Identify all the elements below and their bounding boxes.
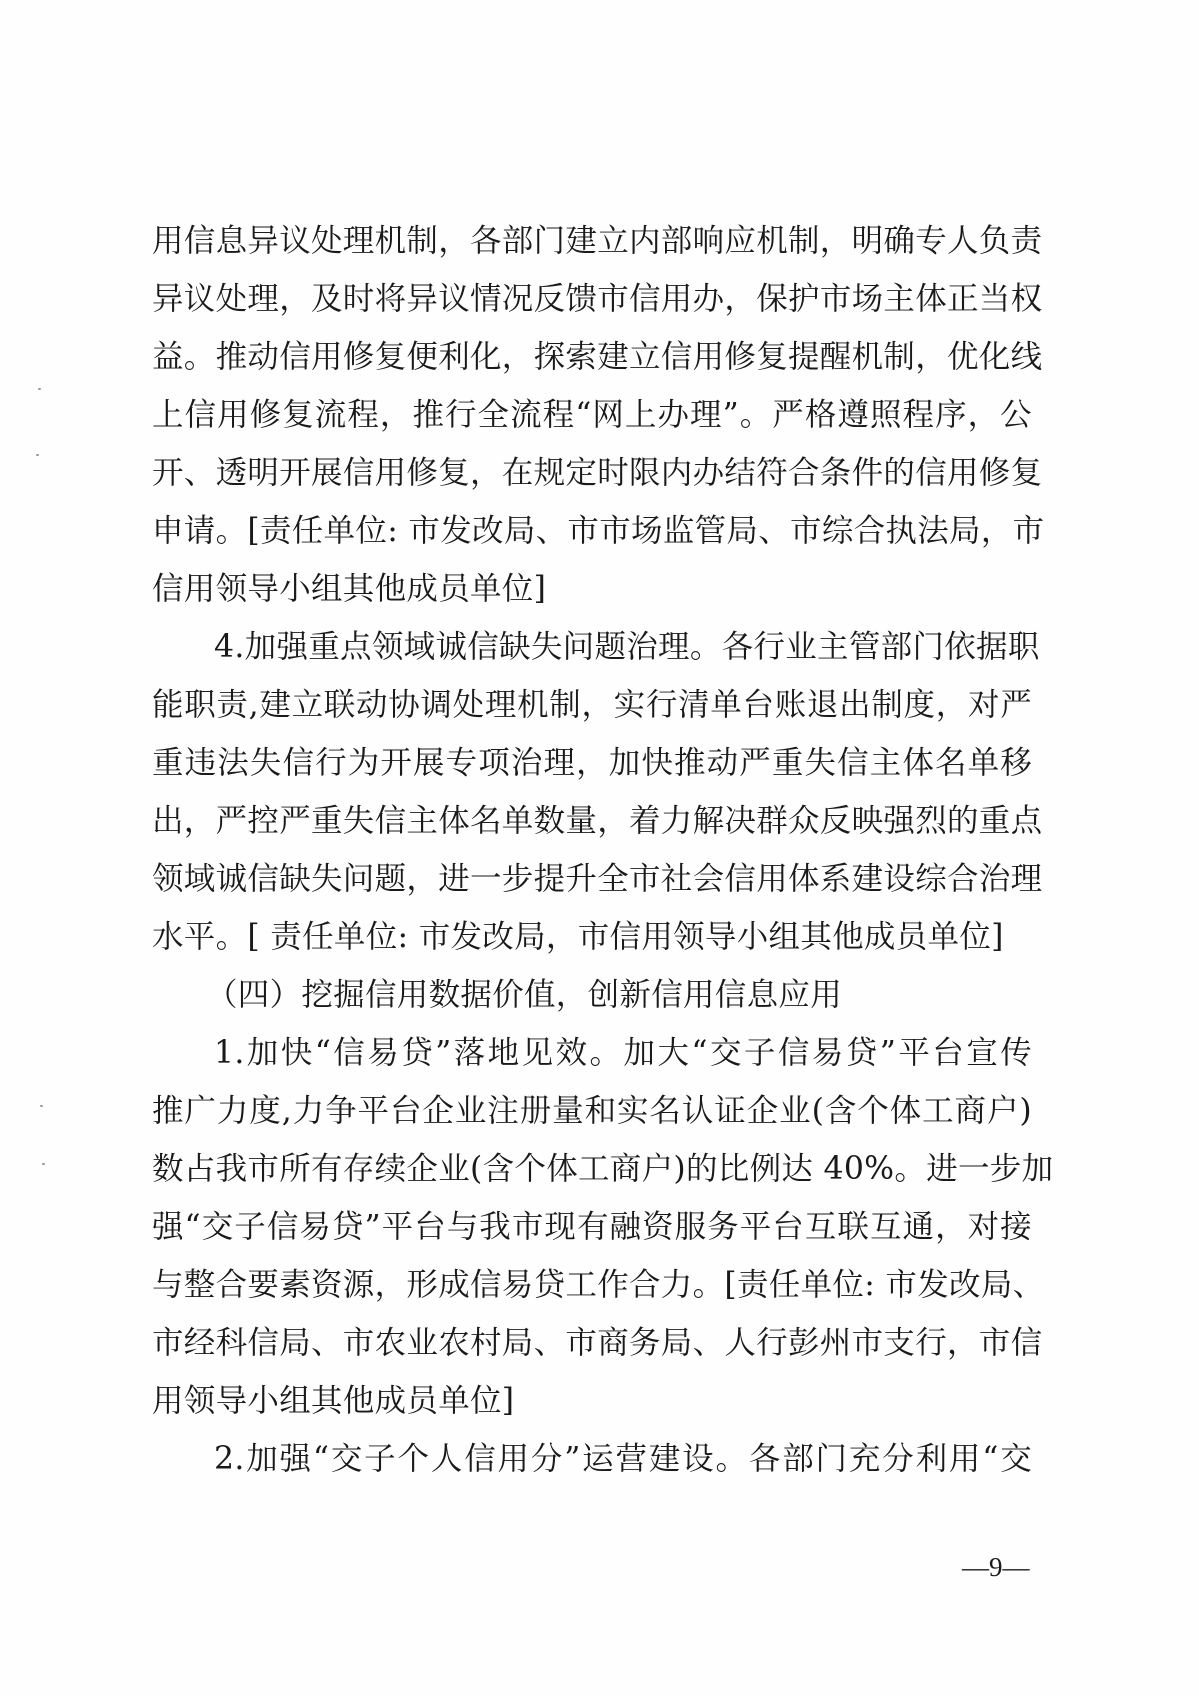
- text-line: 上信用修复流程，推行全流程“网上办理”。严格遵照程序，公: [152, 397, 1032, 433]
- scan-speck: [36, 454, 39, 456]
- text-line: 用信息异议处理机制，各部门建立内部响应机制，明确专人负责: [152, 223, 1043, 259]
- scan-speck: [40, 1105, 43, 1107]
- paragraph-start-line: 2.加强“交子个人信用分”运营建设。各部门充分利用“交: [214, 1441, 1032, 1477]
- text-line: 数占我市所有存续企业(含个体工商户)的比例达 40%。进一步加: [152, 1151, 1054, 1187]
- text-line: 出，严控严重失信主体名单数量，着力解决群众反映强烈的重点: [152, 803, 1043, 839]
- text-line: 强“交子信易贷”平台与我市现有融资服务平台互联互通，对接: [152, 1209, 1032, 1245]
- text-line: 申请。[责任单位: 市发改局、市市场监管局、市综合执法局，市: [152, 513, 1045, 549]
- text-line: 重违法失信行为开展专项治理，加快推动严重失信主体名单移: [152, 745, 1032, 781]
- section-heading: （四）挖掘信用数据价值，创新信用信息应用: [206, 977, 843, 1013]
- text-line: 能职责,建立联动协调处理机制，实行清单台账退出制度，对严: [152, 687, 1032, 723]
- body-text: [152, 212, 1054, 1488]
- page-number: —9—: [962, 1552, 1030, 1582]
- text-line: 市经科信局、市农业农村局、市商务局、人行彭州市支行，市信: [152, 1325, 1043, 1361]
- text-line: 水平。[ 责任单位: 市发改局，市信用领导小组其他成员单位]: [152, 919, 1004, 955]
- text-line: 开、透明开展信用修复，在规定时限内办结符合条件的信用修复: [152, 455, 1043, 491]
- scan-speck: [38, 388, 41, 390]
- text-line: 与整合要素资源，形成信易贷工作合力。[责任单位: 市发改局、: [152, 1267, 1045, 1303]
- scan-speck: [42, 1163, 45, 1165]
- text-line: 用领导小组其他成员单位]: [152, 1383, 515, 1419]
- text-line: 益。推动信用修复便利化，探索建立信用修复提醒机制，优化线: [152, 339, 1043, 375]
- text-line: 信用领导小组其他成员单位]: [152, 571, 547, 607]
- text-line: 异议处理，及时将异议情况反馈市信用办，保护市场主体正当权: [152, 281, 1043, 317]
- text-line: 推广力度,力争平台企业注册量和实名认证企业(含个体工商户): [152, 1093, 1032, 1129]
- text-line: 领域诚信缺失问题，进一步提升全市社会信用体系建设综合治理: [152, 861, 1043, 897]
- paragraph-start-line: 1.加快“信易贷”落地见效。加大“交子信易贷”平台宣传: [214, 1035, 1032, 1071]
- paragraph-start-line: 4.加强重点领域诚信缺失问题治理。各行业主管部门依据职: [214, 629, 1040, 665]
